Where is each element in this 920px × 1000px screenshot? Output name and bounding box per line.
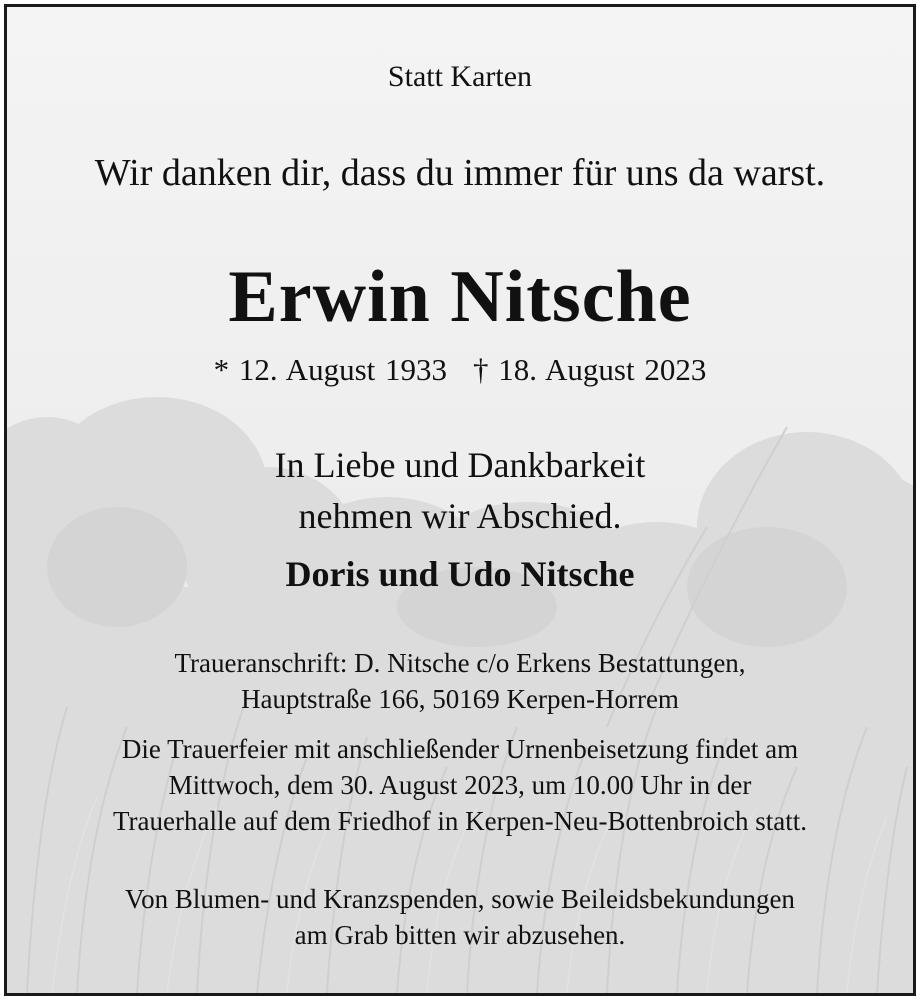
obituary-card [4, 4, 916, 996]
note-line-1: Von Blumen- und Kranzspenden, sowie Beileidsbekundungen [125, 884, 795, 914]
deceased-name: Erwin Nitsche [228, 256, 692, 338]
address-line-1: Traueranschrift: D. Nitsche c/o Erkens Bestattungen, [174, 648, 746, 678]
funeral-line-2: Mittwoch, dem 30. August 2023, um 10.00 Uhr in der [168, 770, 752, 800]
life-dates [7, 351, 913, 388]
funeral-line-1: Die Trauerfeier mit anschließender Urnenbeisetzung findet am [121, 734, 799, 764]
motto: Wir danken dir, dass du immer für uns da warst. [94, 152, 826, 194]
header-statt-karten: Statt Karten [387, 60, 533, 93]
funeral-line-3: Trauerhalle auf dem Friedhof in Kerpen-Neu-Bottenbroich statt. [112, 806, 808, 836]
farewell-line-1: In Liebe und Dankbarkeit [274, 445, 646, 485]
note-line-2: am Grab bitten wir abzusehen. [294, 920, 626, 950]
death-date: † 18. August 2023 [473, 352, 707, 387]
birth-date: * 12. August 1933 [213, 352, 447, 387]
address-line-2: Hauptstraße 166, 50169 Kerpen-Horrem [241, 684, 679, 714]
signed-by: Doris und Udo Nitsche [285, 554, 635, 594]
farewell-line-2: nehmen wir Abschied. [298, 496, 622, 536]
